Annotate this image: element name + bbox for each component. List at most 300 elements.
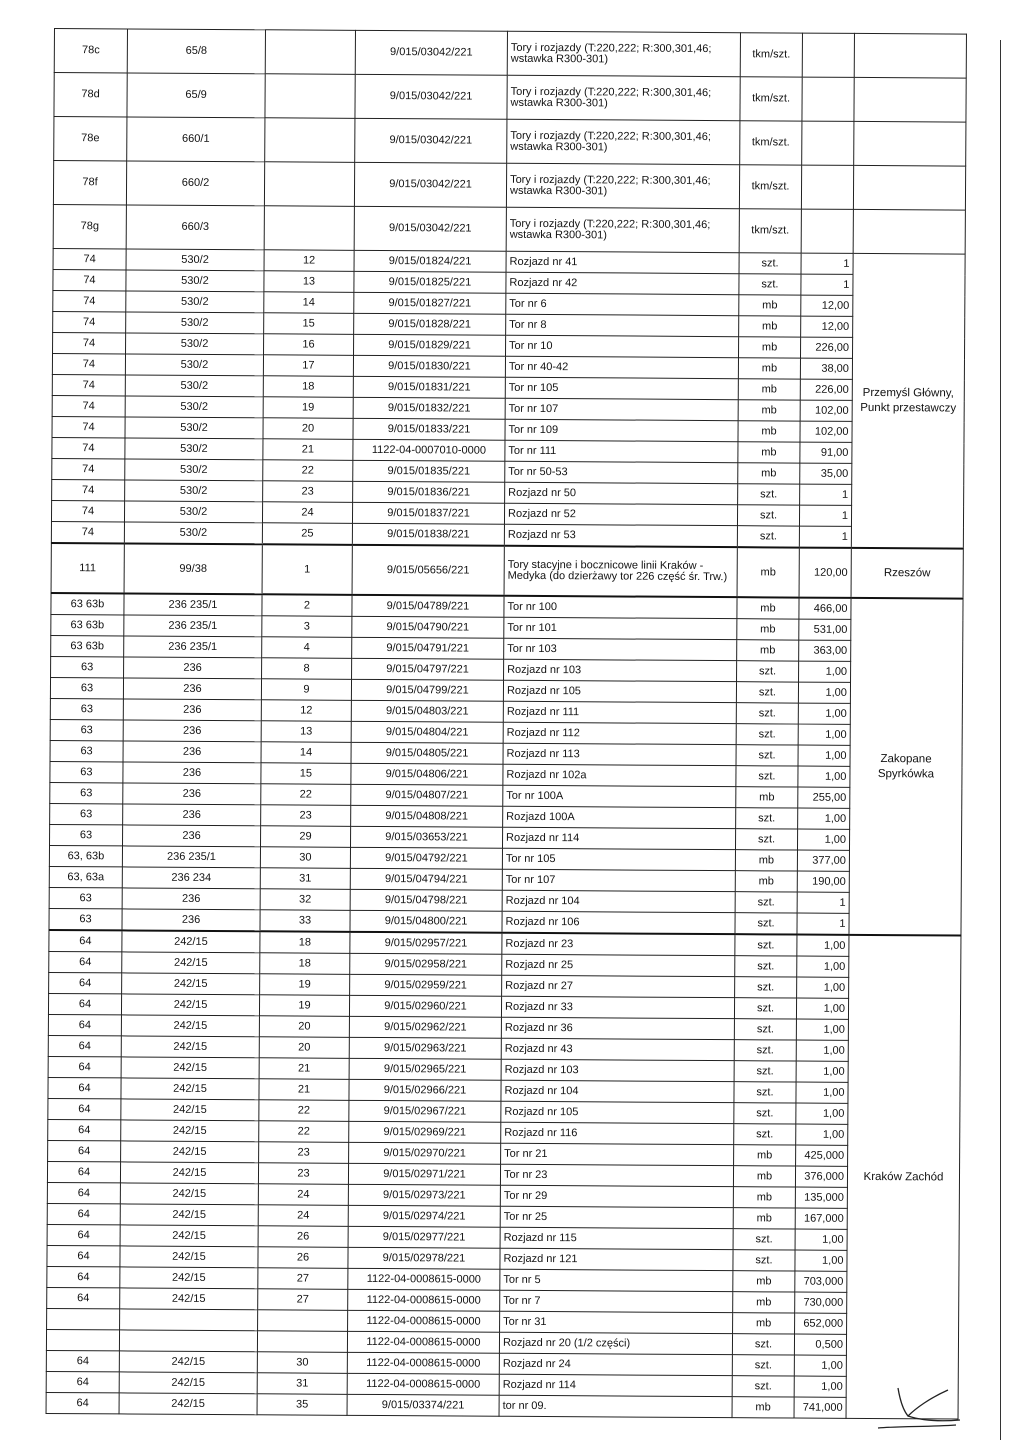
cell-jm: mb <box>733 1208 795 1229</box>
cell-ilosc: 1,00 <box>794 1376 846 1397</box>
cell-lp: 78d <box>54 73 127 117</box>
cell-nr: 22 <box>259 1121 349 1143</box>
cell-lp: 63 <box>50 761 123 782</box>
cell-opis: Rozjazd nr 104 <box>502 890 735 912</box>
cell-dzialka: 236 <box>123 720 261 742</box>
cell-dzialka: 530/2 <box>126 249 264 271</box>
cell-ewid: 1122-04-0008615-0000 <box>347 1373 499 1395</box>
cell-opis: Tor nr 29 <box>500 1185 733 1207</box>
cell-jm: mb <box>738 421 800 442</box>
cell-nr: 25 <box>262 523 352 545</box>
cell-opis: Rozjazd 100A <box>503 806 736 828</box>
cell-ewid: 9/015/01830/221 <box>353 355 505 377</box>
cell-nr: 23 <box>259 1142 349 1164</box>
cell-ilosc: 102,00 <box>800 400 852 421</box>
cell-dzialka: 242/15 <box>122 973 260 995</box>
cell-nr: 31 <box>257 1373 347 1395</box>
cell-jm: szt. <box>735 977 797 998</box>
cell-dzialka: 242/15 <box>119 1393 257 1415</box>
cell-nr: 1 <box>262 544 352 595</box>
cell-ilosc: 1 <box>797 913 849 935</box>
cell-dzialka: 236 <box>123 678 261 700</box>
cell-jm: szt. <box>737 526 799 548</box>
cell-ilosc: 1 <box>800 484 852 505</box>
cell-dzialka: 242/15 <box>121 1120 259 1142</box>
cell-jm: szt. <box>732 1334 794 1355</box>
cell-lp: 78e <box>54 117 127 161</box>
cell-ewid: 9/015/02960/221 <box>349 995 501 1017</box>
cell-dzialka: 236 235/1 <box>124 593 262 615</box>
cell-ilosc: 255,00 <box>798 787 850 808</box>
cell-ilosc: 741,000 <box>794 1397 846 1418</box>
cell-lp: 74 <box>52 458 125 479</box>
cell-ewid: 1122-04-0008615-0000 <box>347 1352 499 1374</box>
cell-dzialka: 530/2 <box>126 312 264 334</box>
cell-dzialka <box>119 1330 257 1352</box>
cell-nr: 20 <box>263 418 353 440</box>
handwritten-signature <box>868 1380 968 1440</box>
cell-opis: Rozjazd nr 24 <box>499 1353 732 1375</box>
cell-jm: szt. <box>732 1355 794 1376</box>
cell-lp: 74 <box>52 395 125 416</box>
cell-ilosc: 1,00 <box>796 1124 848 1145</box>
cell-nr: 30 <box>257 1352 347 1374</box>
cell-opis: Tory i rozjazdy (T:220,222; R:300,301,46; wstawka R300-301) <box>506 207 739 252</box>
cell-jm: mb <box>735 871 797 892</box>
cell-dzialka: 530/2 <box>125 417 263 439</box>
cell-opis: Rozjazd nr 103 <box>504 659 737 681</box>
cell-dzialka: 236 234 <box>122 867 260 889</box>
cell-opis: Tor nr 5 <box>500 1269 733 1291</box>
cell-lp: 63 63b <box>51 635 124 656</box>
cell-nr <box>264 162 354 207</box>
cell-lp: 78f <box>53 161 126 205</box>
cell-opis: Rozjazd nr 41 <box>506 251 739 273</box>
cell-jm: szt. <box>734 1124 796 1145</box>
cell-nr: 24 <box>258 1184 348 1206</box>
cell-opis: Rozjazd nr 121 <box>500 1248 733 1270</box>
cell-jm: mb <box>737 619 799 640</box>
cell-opis: Rozjazd nr 50 <box>505 482 738 504</box>
cell-ewid: 1122-04-0008615-0000 <box>348 1268 500 1290</box>
cell-lp: 64 <box>47 1203 120 1224</box>
cell-opis: Tory i rozjazdy (T:220,222; R:300,301,46; wstawka R300-301) <box>507 75 740 120</box>
cell-lp: 64 <box>48 1098 121 1119</box>
cell-opis: Tor nr 10 <box>506 335 739 357</box>
cell-ilosc: 135,000 <box>795 1187 847 1208</box>
cell-ewid: 9/015/04792/221 <box>350 847 502 869</box>
cell-lp: 74 <box>52 416 125 437</box>
cell-lp: 63 <box>50 740 123 761</box>
cell-opis: Tor nr 40-42 <box>505 356 738 378</box>
cell-opis: Tor nr 100 <box>504 596 737 619</box>
cell-jm: mb <box>735 850 797 871</box>
cell-dzialka: 530/2 <box>125 480 263 502</box>
cell-nr: 4 <box>262 637 352 659</box>
cell-nr: 20 <box>259 1037 349 1059</box>
cell-jm: mb <box>739 316 801 337</box>
cell-opis: Rozjazd nr 27 <box>502 975 735 997</box>
cell-lp: 64 <box>47 1182 120 1203</box>
cell-ilosc: 377,00 <box>797 850 849 871</box>
cell-ewid: 9/015/02958/221 <box>350 953 502 975</box>
cell-dzialka: 530/2 <box>125 396 263 418</box>
cell-dzialka: 530/2 <box>124 522 262 544</box>
cell-lp: 74 <box>52 437 125 458</box>
cell-opis: Tory i rozjazdy (T:220,222; R:300,301,46; wstawka R300-301) <box>506 163 739 208</box>
cell-opis: Rozjazd nr 20 (1/2 części) <box>499 1332 732 1354</box>
cell-dzialka: 242/15 <box>120 1288 258 1310</box>
cell-nr <box>265 74 355 119</box>
cell-ewid: 9/015/02973/221 <box>348 1184 500 1206</box>
cell-jm: szt. <box>737 505 799 526</box>
cell-jm: mb <box>733 1187 795 1208</box>
cell-jm: szt. <box>738 484 800 505</box>
cell-ewid: 9/015/01831/221 <box>353 376 505 398</box>
cell-jm: szt. <box>735 913 797 935</box>
cell-nr: 21 <box>259 1079 349 1101</box>
cell-ilosc: 1,00 <box>796 1019 848 1040</box>
cell-ewid: 9/015/04805/221 <box>351 742 503 764</box>
cell-opis: Tor nr 31 <box>500 1311 733 1333</box>
cell-lp: 64 <box>49 951 122 972</box>
cell-opis: Rozjazd nr 33 <box>501 996 734 1018</box>
cell-dzialka: 242/15 <box>119 1351 257 1373</box>
cell-location: Kraków Zachód <box>846 935 961 1419</box>
cell-jm: mb <box>733 1292 795 1313</box>
cell-opis: Tor nr 109 <box>505 419 738 441</box>
cell-nr: 21 <box>259 1058 349 1080</box>
cell-ilosc: 730,000 <box>795 1292 847 1313</box>
cell-ilosc: 1,00 <box>797 829 849 850</box>
cell-lp: 63 <box>50 803 123 824</box>
cell-dzialka: 242/15 <box>122 952 260 974</box>
cell-lp <box>47 1308 120 1329</box>
cell-ilosc: 91,00 <box>800 442 852 463</box>
cell-jm: mb <box>738 337 800 358</box>
cell-nr: 24 <box>258 1205 348 1227</box>
cell-opis: Tor nr 8 <box>506 314 739 336</box>
cell-lp: 78g <box>53 204 126 248</box>
cell-nr: 24 <box>262 502 352 524</box>
cell-opis: Rozjazd nr 52 <box>504 503 737 525</box>
cell-location <box>854 33 966 78</box>
cell-ewid: 9/015/02969/221 <box>349 1121 501 1143</box>
cell-opis: Tor nr 107 <box>505 398 738 420</box>
cell-lp: 74 <box>52 353 125 374</box>
cell-ilosc: 1,00 <box>797 977 849 998</box>
cell-lp: 74 <box>53 248 126 269</box>
cell-dzialka <box>120 1309 258 1331</box>
cell-ilosc: 12,00 <box>801 295 853 316</box>
cell-dzialka: 530/2 <box>126 270 264 292</box>
cell-jm: mb <box>738 442 800 463</box>
cell-nr <box>264 206 354 251</box>
cell-dzialka: 242/15 <box>120 1246 258 1268</box>
cell-ewid: 9/015/02962/221 <box>349 1016 501 1038</box>
cell-dzialka: 236 235/1 <box>122 846 260 868</box>
cell-dzialka: 242/15 <box>121 1036 259 1058</box>
table-row <box>54 73 966 123</box>
cell-jm: szt. <box>735 934 797 956</box>
cell-lp: 74 <box>51 500 124 521</box>
cell-nr: 26 <box>258 1247 348 1269</box>
cell-location: Przemyśl Główny, Punkt przestawczy <box>851 253 965 548</box>
cell-nr: 19 <box>263 397 353 419</box>
cell-lp: 64 <box>46 1371 119 1392</box>
cell-dzialka: 242/15 <box>121 1099 259 1121</box>
cell-nr: 18 <box>260 931 350 953</box>
cell-jm: szt. <box>736 808 798 829</box>
cell-jm: szt. <box>734 1103 796 1124</box>
cell-jm: tkm/szt. <box>740 77 802 121</box>
cell-dzialka: 242/15 <box>120 1204 258 1226</box>
cell-nr: 13 <box>264 271 354 293</box>
cell-lp: 74 <box>51 521 124 543</box>
cell-dzialka: 242/15 <box>121 994 259 1016</box>
table-row <box>46 1392 958 1419</box>
cell-opis: Rozjazd nr 105 <box>501 1101 734 1123</box>
cell-ilosc: 120,00 <box>799 548 851 598</box>
cell-ilosc: 1,00 <box>798 766 850 787</box>
cell-lp: 64 <box>48 1077 121 1098</box>
cell-nr: 22 <box>261 784 351 806</box>
cell-nr: 29 <box>261 826 351 848</box>
cell-opis: Rozjazd nr 103 <box>501 1059 734 1081</box>
cell-dzialka: 242/15 <box>120 1183 258 1205</box>
cell-ewid: 9/015/01832/221 <box>353 397 505 419</box>
cell-ewid: 9/015/03374/221 <box>347 1394 499 1416</box>
cell-ewid: 9/015/03042/221 <box>355 118 507 163</box>
cell-ilosc: 425,000 <box>796 1145 848 1166</box>
cell-opis: Tor nr 107 <box>502 869 735 891</box>
cell-lp: 63 <box>49 887 122 908</box>
cell-lp: 63 <box>50 677 123 698</box>
cell-ilosc <box>802 121 854 165</box>
cell-ewid: 1122-04-0008615-0000 <box>348 1310 500 1332</box>
cell-ewid: 9/015/04806/221 <box>351 763 503 785</box>
cell-nr: 17 <box>263 355 353 377</box>
cell-opis: Rozjazd nr 53 <box>504 524 737 547</box>
cell-ilosc <box>802 33 854 77</box>
cell-ewid: 9/015/02966/221 <box>349 1079 501 1101</box>
cell-ilosc: 190,00 <box>797 871 849 892</box>
cell-jm: szt. <box>735 829 797 850</box>
cell-opis: Rozjazd nr 115 <box>500 1227 733 1249</box>
cell-jm: mb <box>733 1271 795 1292</box>
cell-jm: szt. <box>736 703 798 724</box>
cell-nr: 23 <box>261 805 351 827</box>
cell-opis: Rozjazd nr 114 <box>499 1374 732 1396</box>
cell-lp <box>46 1329 119 1350</box>
cell-dzialka: 236 <box>124 657 262 679</box>
cell-opis: Tor nr 100A <box>503 785 736 807</box>
cell-opis: Rozjazd nr 116 <box>501 1122 734 1144</box>
cell-jm: szt. <box>734 1040 796 1061</box>
cell-lp: 64 <box>48 1140 121 1161</box>
cell-nr: 16 <box>264 334 354 356</box>
cell-ewid: 9/015/04797/221 <box>352 658 504 680</box>
cell-ewid: 1122-04-0008615-0000 <box>348 1289 500 1311</box>
cell-opis: Rozjazd nr 43 <box>501 1038 734 1060</box>
cell-opis: Rozjazd nr 104 <box>501 1080 734 1102</box>
cell-opis: Tor nr 23 <box>500 1164 733 1186</box>
cell-nr: 19 <box>259 995 349 1017</box>
cell-dzialka: 242/15 <box>120 1267 258 1289</box>
cell-nr: 13 <box>261 721 351 743</box>
cell-jm: szt. <box>733 1229 795 1250</box>
cell-ewid: 9/015/04794/221 <box>350 868 502 890</box>
cell-dzialka: 236 <box>122 888 260 910</box>
cell-jm: mb <box>734 1145 796 1166</box>
cell-ewid: 9/015/01828/221 <box>354 313 506 335</box>
cell-opis: Rozjazd nr 106 <box>502 911 735 934</box>
cell-nr: 22 <box>263 460 353 482</box>
cell-ilosc: 1,00 <box>798 682 850 703</box>
cell-ilosc: 1,00 <box>796 1082 848 1103</box>
cell-nr: 20 <box>259 1016 349 1038</box>
cell-lp: 63 <box>50 782 123 803</box>
table-row <box>54 29 966 79</box>
cell-jm: szt. <box>739 274 801 295</box>
cell-nr: 8 <box>262 658 352 680</box>
cell-jm: mb <box>736 787 798 808</box>
cell-dzialka: 660/3 <box>126 205 264 250</box>
cell-nr: 27 <box>258 1268 348 1290</box>
cell-ewid: 9/015/03042/221 <box>355 30 507 75</box>
cell-ilosc <box>801 209 853 253</box>
cell-ewid: 9/015/04798/221 <box>350 889 502 911</box>
cell-dzialka: 242/15 <box>121 1015 259 1037</box>
cell-opis: Tory i rozjazdy (T:220,222; R:300,301,46; wstawka R300-301) <box>507 31 740 76</box>
cell-lp: 64 <box>48 1035 121 1056</box>
cell-lp: 74 <box>53 269 126 290</box>
table-row <box>54 117 966 167</box>
right-margin-line <box>1000 40 1001 1440</box>
cell-ilosc: 1,00 <box>794 1355 846 1376</box>
cell-jm: mb <box>737 547 799 597</box>
cell-ewid: 1122-04-0008615-0000 <box>347 1331 499 1353</box>
cell-jm: szt. <box>736 766 798 787</box>
cell-ilosc: 1,00 <box>797 935 849 957</box>
cell-lp: 78c <box>54 29 127 73</box>
cell-ilosc: 1,00 <box>796 1040 848 1061</box>
cell-jm: szt. <box>734 998 796 1019</box>
cell-jm: mb <box>733 1313 795 1334</box>
cell-location: Zakopane Spyrkówka <box>849 598 963 936</box>
cell-ilosc: 1,00 <box>798 703 850 724</box>
cell-jm: tkm/szt. <box>740 121 802 165</box>
cell-nr: 19 <box>260 974 350 996</box>
cell-ilosc <box>801 165 853 209</box>
cell-jm: szt. <box>736 724 798 745</box>
cell-nr: 12 <box>261 700 351 722</box>
cell-jm: szt. <box>736 745 798 766</box>
cell-dzialka: 65/8 <box>127 29 265 74</box>
cell-lp: 63, 63b <box>49 845 122 866</box>
cell-ewid: 9/015/01827/221 <box>354 292 506 314</box>
cell-dzialka: 65/9 <box>127 73 265 118</box>
cell-nr: 31 <box>260 868 350 890</box>
cell-ewid: 9/015/02974/221 <box>348 1205 500 1227</box>
cell-opis: Tor nr 6 <box>506 293 739 315</box>
cell-dzialka: 660/1 <box>127 117 265 162</box>
cell-ewid: 1122-04-0007010-0000 <box>353 439 505 461</box>
table-body <box>46 29 966 1420</box>
table-row <box>53 204 965 254</box>
cell-nr: 23 <box>258 1163 348 1185</box>
cell-ilosc: 38,00 <box>800 358 852 379</box>
cell-ewid: 9/015/04807/221 <box>351 784 503 806</box>
cell-ewid: 9/015/04808/221 <box>351 805 503 827</box>
cell-opis: Rozjazd nr 36 <box>501 1017 734 1039</box>
cell-lp: 64 <box>48 1056 121 1077</box>
cell-ilosc <box>802 77 854 121</box>
cell-nr <box>258 1310 348 1332</box>
cell-lp: 74 <box>53 311 126 332</box>
cell-nr: 21 <box>263 439 353 461</box>
cell-opis: Tor nr 105 <box>505 377 738 399</box>
railway-track-inventory-table <box>46 28 967 1420</box>
cell-nr: 15 <box>264 313 354 335</box>
cell-jm: szt. <box>735 892 797 913</box>
cell-jm: szt. <box>732 1376 794 1397</box>
cell-jm: szt. <box>735 956 797 977</box>
cell-jm: szt. <box>734 1061 796 1082</box>
cell-dzialka: 530/2 <box>125 354 263 376</box>
cell-ewid: 9/015/01838/221 <box>352 523 504 545</box>
cell-lp: 64 <box>48 993 121 1014</box>
cell-dzialka: 530/2 <box>125 459 263 481</box>
cell-ewid: 9/015/02963/221 <box>349 1037 501 1059</box>
cell-ewid: 9/015/03042/221 <box>355 74 507 119</box>
cell-ewid: 9/015/01829/221 <box>354 334 506 356</box>
cell-jm: szt. <box>734 1082 796 1103</box>
cell-opis: Tor nr 101 <box>504 617 737 639</box>
cell-ilosc: 703,000 <box>795 1271 847 1292</box>
cell-jm: szt. <box>739 253 801 274</box>
cell-ilosc: 226,00 <box>800 379 852 400</box>
cell-dzialka: 236 <box>123 804 261 826</box>
cell-jm: mb <box>738 358 800 379</box>
cell-ilosc: 376,000 <box>795 1166 847 1187</box>
cell-ilosc: 12,00 <box>801 316 853 337</box>
cell-location: Rzeszów <box>851 548 963 599</box>
cell-nr: 18 <box>263 376 353 398</box>
cell-ilosc: 1,00 <box>798 724 850 745</box>
cell-ewid: 9/015/01837/221 <box>352 502 504 524</box>
cell-dzialka: 530/2 <box>125 375 263 397</box>
cell-jm: mb <box>738 463 800 484</box>
cell-opis: Tor nr 21 <box>501 1143 734 1165</box>
cell-jm: tkm/szt. <box>740 33 802 77</box>
cell-opis: Tor nr 50-53 <box>505 461 738 483</box>
cell-nr: 23 <box>263 481 353 503</box>
cell-dzialka: 530/2 <box>126 333 264 355</box>
cell-nr: 22 <box>259 1100 349 1122</box>
cell-lp: 64 <box>46 1350 119 1371</box>
cell-dzialka: 530/2 <box>125 438 263 460</box>
cell-ewid: 9/015/03042/221 <box>354 162 506 207</box>
cell-jm: szt. <box>737 661 799 682</box>
cell-nr <box>265 30 355 75</box>
cell-lp: 64 <box>49 930 122 952</box>
cell-ewid: 9/015/02959/221 <box>350 974 502 996</box>
cell-lp: 74 <box>53 290 126 311</box>
cell-dzialka: 236 <box>123 699 261 721</box>
cell-opis: Rozjazd nr 105 <box>503 680 736 702</box>
cell-lp: 63 <box>51 656 124 677</box>
